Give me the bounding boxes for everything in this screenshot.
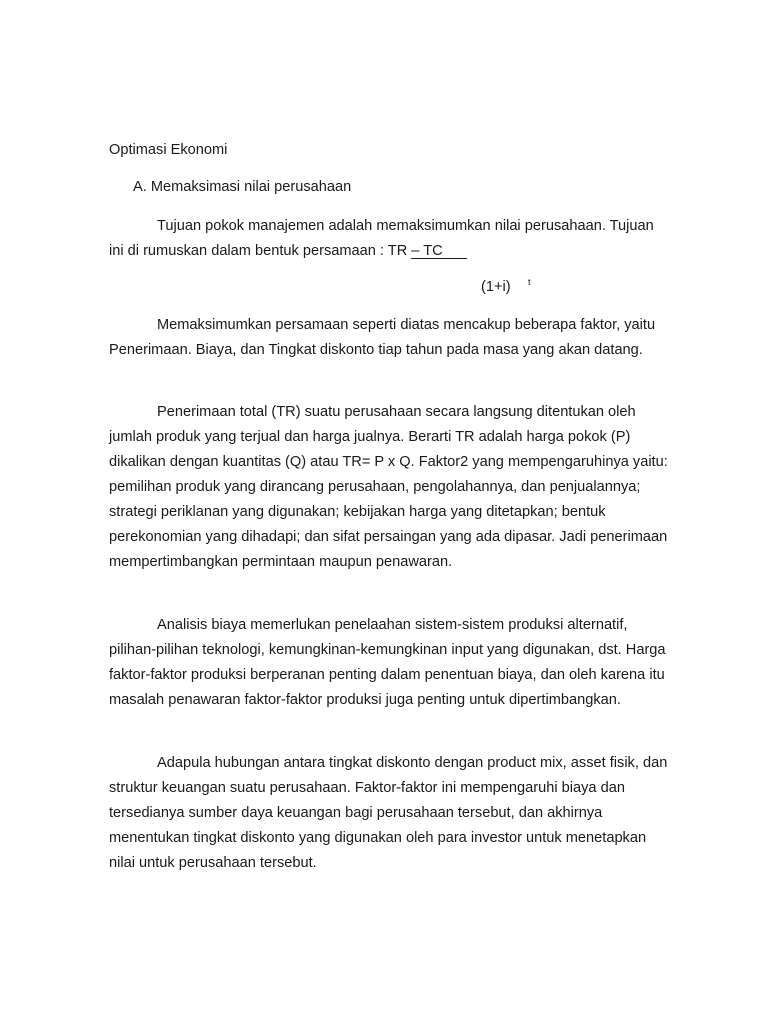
section-heading: A. Memaksimasi nilai perusahaan <box>133 179 352 195</box>
paragraph-cost: Analisis biaya memerlukan penelaahan sistem-sistem produksi alternatif, pilihan-pilihan teknologi, kemungkinan-kemungkinan input yang digunakan, dst. Harga faktor-faktor produksi berperanan penting dalam penentuan biaya, dan oleh karena itu masalah penawaran faktor-faktor produksi juga penting untuk dipertimbangkan. <box>109 617 666 708</box>
document-title: Optimasi Ekonomi <box>109 142 228 158</box>
formula-exponent: t <box>528 277 531 287</box>
paragraph-objective-text: Tujuan pokok manajemen adalah memaksimumkan nilai perusahaan. Tujuan ini di rumuskan dalam bentuk persamaan : TR <box>109 218 654 259</box>
paragraph-factors: Memaksimumkan persamaan seperti diatas mencakup beberapa faktor, yaitu Penerimaan. Biaya, dan Tingkat diskonto tiap tahun pada masa yang akan datang. <box>109 317 656 358</box>
paragraph-revenue: Penerimaan total (TR) suatu perusahaan secara langsung ditentukan oleh jumlah produk yang terjual dan harga jualnya. Berarti TR adalah harga pokok (P) dikalikan dengan kuantitas (Q) atau TR= P x Q. Faktor2 yang mempengaruhinya yaitu: pemilihan produk yang dirancang perusahaan, pengolahannya, dan penjualannya; strategi periklanan yang digunakan; kebijakan harga yang ditetapkan; bentuk perekonomian yang dihadapi; dan sifat persaingan yang ada dipasar. Jadi penerimaan mempertimbangkan permintaan maupun penawaran. <box>109 404 668 570</box>
formula-numerator: – TC <box>411 243 467 259</box>
paragraph-discount: Adapula hubungan antara tingkat diskonto dengan product mix, asset fisik, dan struktur keuangan suatu perusahaan. Faktor-faktor ini mempengaruhi biaya dan tersedianya sumber daya keuangan bagi perusahaan tersebut, dan akhirnya menentukan tingkat diskonto yang digunakan oleh para investor untuk menetapkan nilai untuk perusahaan tersebut. <box>109 755 668 871</box>
formula-denominator: (1+i) <box>481 279 511 295</box>
paragraph-objective <box>109 214 669 264</box>
